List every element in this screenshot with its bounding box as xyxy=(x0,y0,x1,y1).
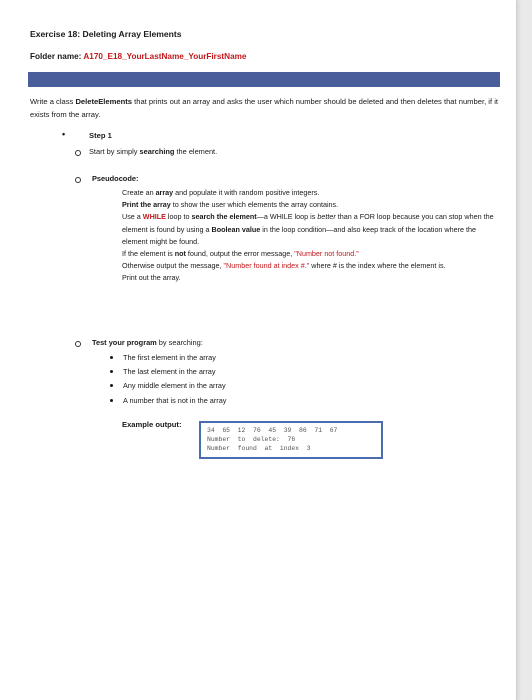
bullet-icon xyxy=(110,384,113,387)
pseudo-line-5: Otherwise output the message, "Number found at index #." where # is the index where the element is. xyxy=(122,261,446,271)
exercise-title: Exercise 18: Deleting Array Elements xyxy=(30,29,182,39)
bullet-icon xyxy=(110,399,113,402)
pseudo-line-2: Print the array to show the user which elements the array contains. xyxy=(122,200,339,210)
example-output-box xyxy=(199,421,383,459)
test-program-label xyxy=(92,336,203,349)
bullet-icon xyxy=(110,356,113,359)
folder-name-line xyxy=(30,52,246,61)
list-item: A number that is not in the array xyxy=(110,394,226,408)
intro-paragraph xyxy=(30,95,500,121)
list-item: The last element in the array xyxy=(110,365,226,379)
list-item: The first element in the array xyxy=(110,351,226,365)
test-cases-list xyxy=(110,351,226,408)
circle-bullet-icon xyxy=(75,150,81,156)
pseudocode-body xyxy=(122,187,494,285)
output-line: 34 65 12 76 45 39 86 71 67 xyxy=(207,427,338,434)
list-item: Any middle element in the array xyxy=(110,379,226,393)
output-line: Number found at index 3 xyxy=(207,444,311,452)
example-output-label: Example output: xyxy=(122,420,182,429)
section-banner xyxy=(28,72,500,87)
bullet-icon xyxy=(110,370,113,373)
step-bullet-icon: • xyxy=(62,129,66,139)
intro-class-name: DeleteElements xyxy=(75,97,132,106)
output-line: Number to delete: 76 xyxy=(207,435,296,443)
test-label-post: by searching: xyxy=(156,338,203,347)
circle-bullet-icon xyxy=(75,341,81,347)
search-instruction xyxy=(89,145,217,158)
pseudo-line-6: Print out the array. xyxy=(122,273,181,283)
intro-text-2: that prints out an array and asks the user which number should be deleted and then deletes that number, if it exists from the array. xyxy=(30,97,498,119)
pseudo-line-1: Create an array and populate it with random positive integers. xyxy=(122,188,320,197)
folder-name-label: Folder name: xyxy=(30,52,84,61)
search-text-pre: Start by simply xyxy=(89,147,140,156)
pseudo-line-4: If the element is not found, output the error message, "Number not found." xyxy=(122,249,359,259)
folder-name-value: A170_E18_YourLastName_YourFirstName xyxy=(83,52,247,61)
test-label-bold: Test your program xyxy=(92,338,157,347)
pseudo-line-3: Use a WHILE loop to search the element—a WHILE loop is better than a FOR loop because you can stop when the element is found by using a Boolean value in the loop condition—and also keep track of the location where the element might be found. xyxy=(122,212,494,246)
circle-bullet-icon xyxy=(75,177,81,183)
step-1-label: Step 1 xyxy=(89,131,112,140)
search-text-bold: searching xyxy=(139,147,175,156)
search-text-post: the element. xyxy=(174,147,218,156)
intro-text-1: Write a class xyxy=(30,97,76,106)
pseudocode-label: Pseudocode: xyxy=(92,174,139,183)
